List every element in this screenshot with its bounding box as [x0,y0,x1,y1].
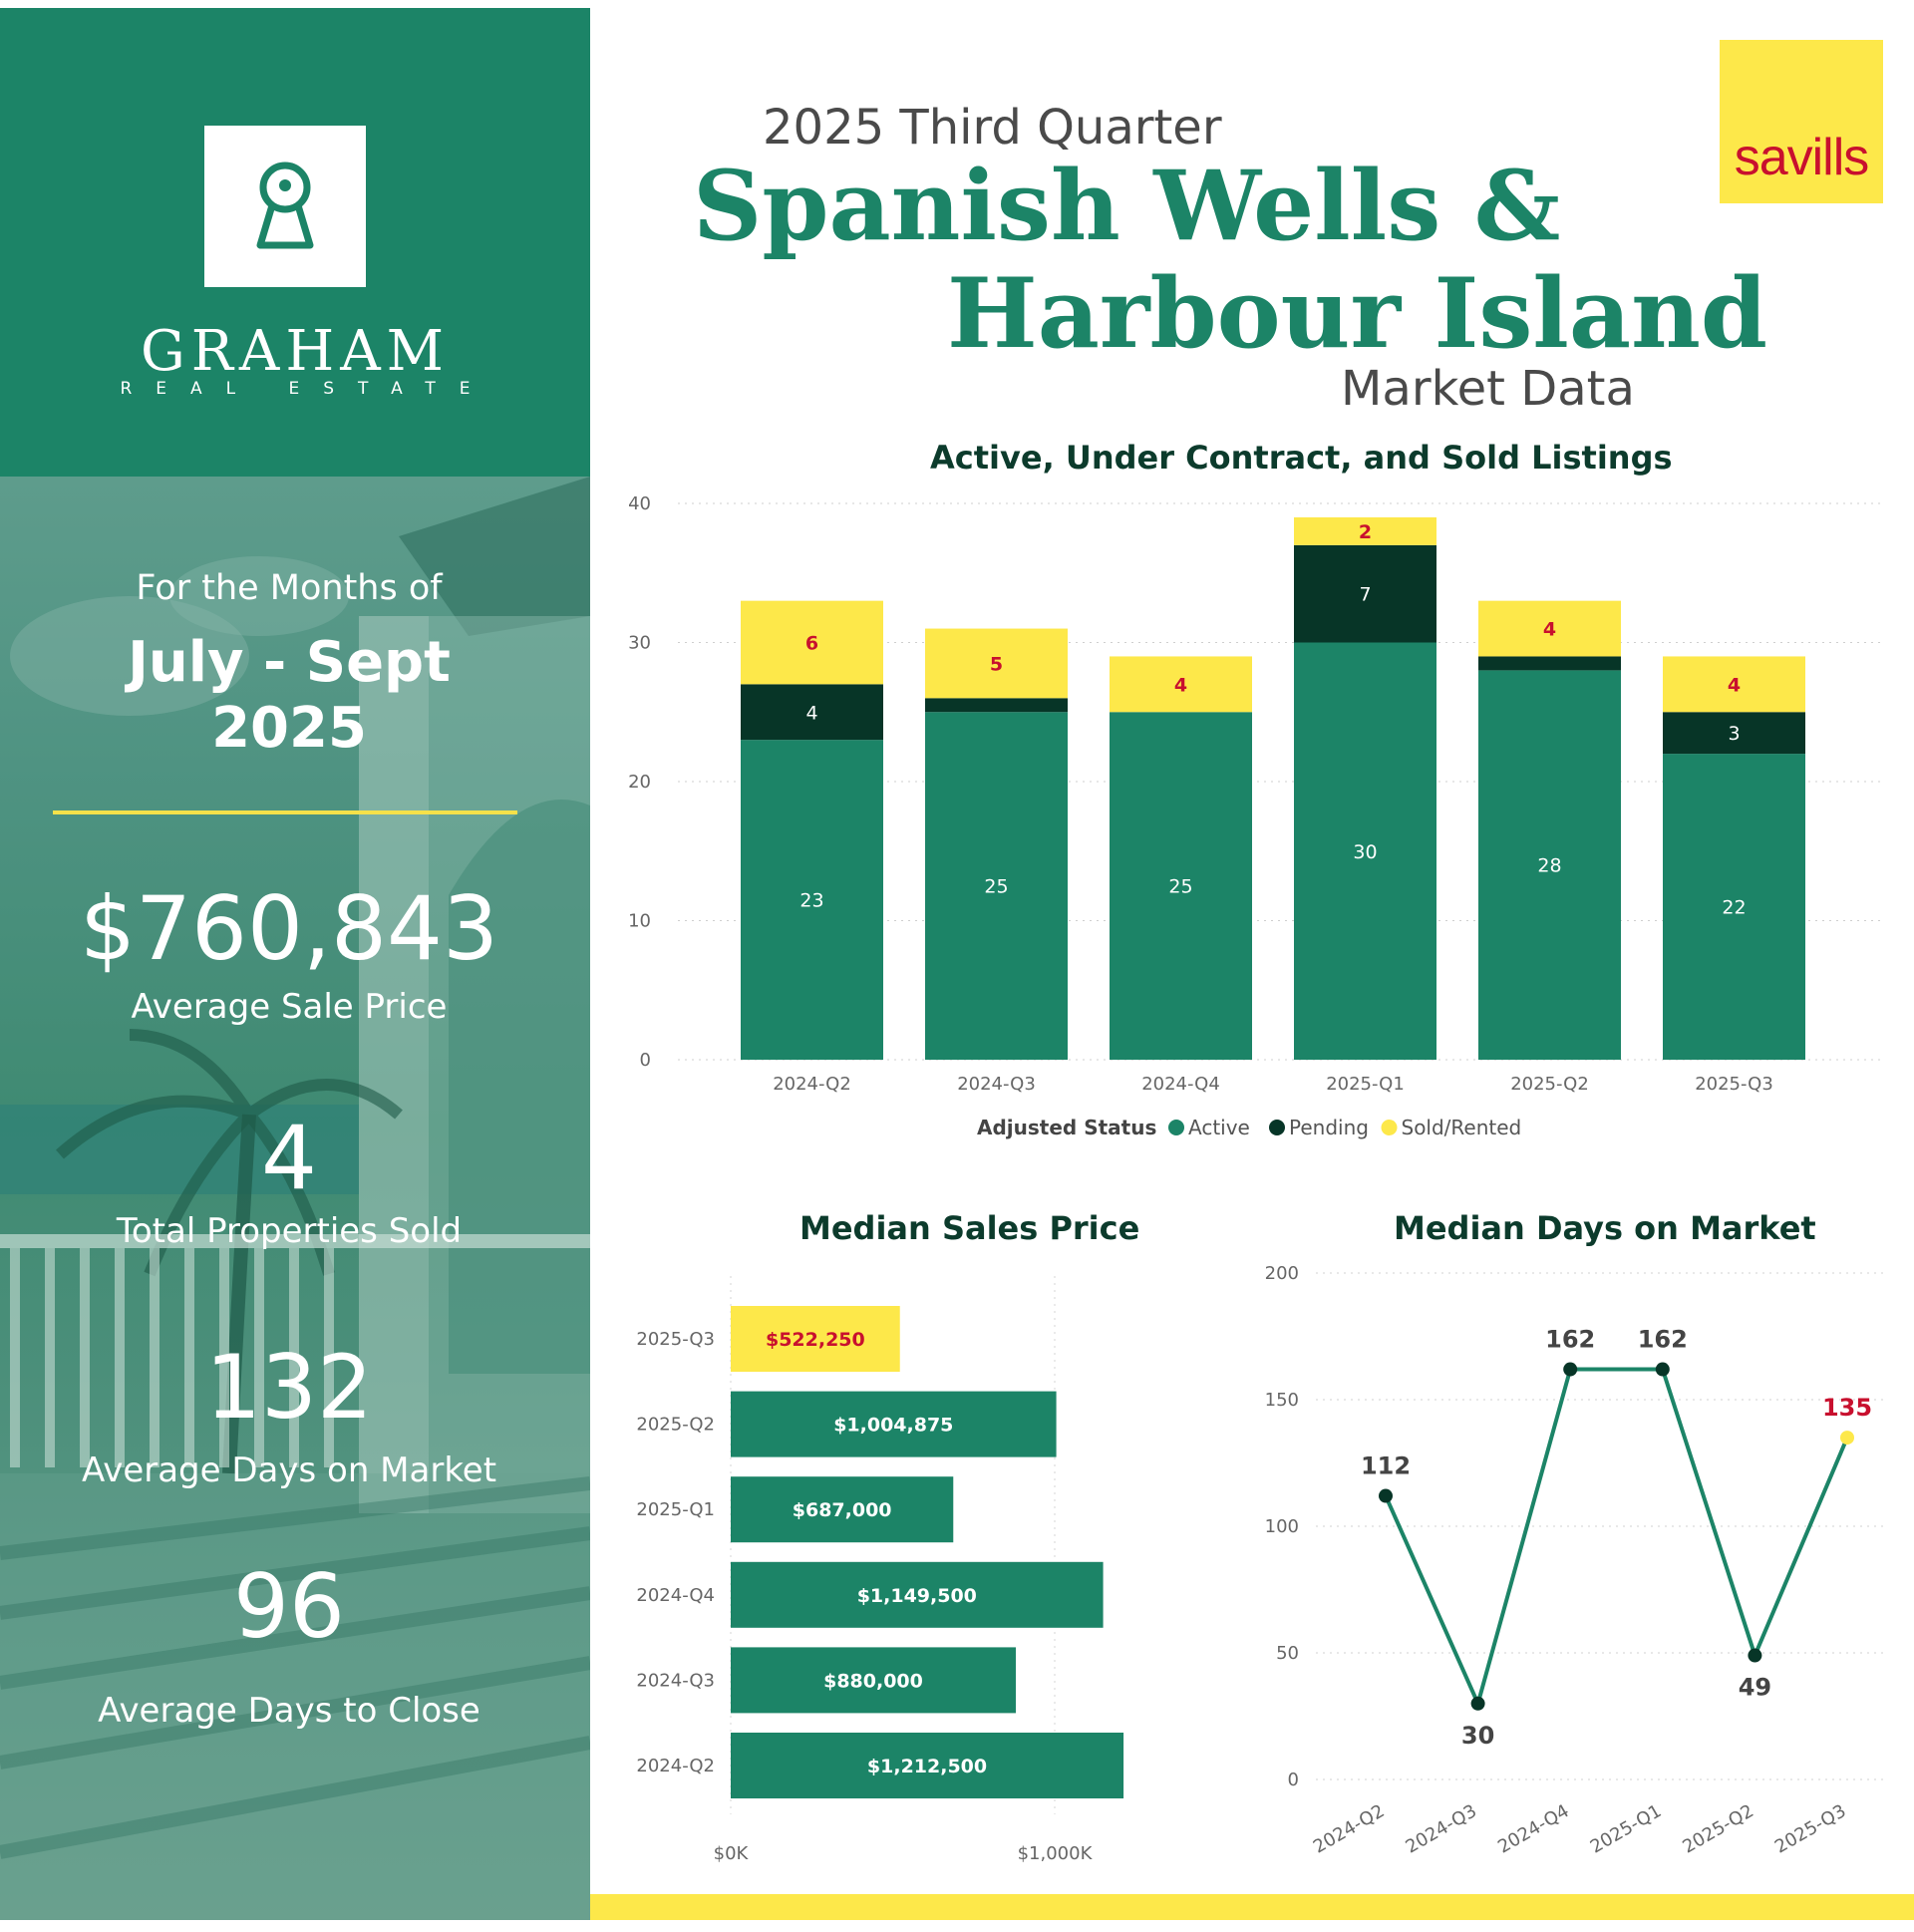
x-tick-label: 2024-Q3 [957,1074,1036,1095]
stat-avg-days-close-value: 96 [233,1555,345,1658]
bottom-accent-band [590,1894,1914,1920]
data-label: 25 [1168,875,1193,898]
stat-avg-days-close-label: Average Days to Close [98,1691,480,1731]
data-label: 4 [1173,674,1188,697]
data-label: 30 [1460,1721,1495,1750]
data-label: $522,250 [765,1329,865,1351]
y-tick-label: 20 [628,772,651,793]
data-label: $880,000 [823,1670,923,1693]
data-label: 22 [1722,896,1747,919]
brand-name: GRAHAM [141,319,450,384]
data-label: 49 [1738,1673,1772,1702]
stat-avg-days-market-value: 132 [205,1336,373,1439]
data-label: 30 [1353,840,1378,863]
legend-marker [1269,1120,1285,1135]
data-label: 162 [1545,1325,1596,1354]
y-tick-label: 30 [628,632,651,654]
data-label: 4 [1727,674,1742,697]
stat-avg-days-market-label: Average Days on Market [81,1450,497,1490]
data-point [1379,1489,1393,1503]
data-label: 7 [1359,583,1372,606]
months-range [0,630,578,762]
x-tick-label: 2025-Q2 [1510,1074,1589,1095]
x-tick-label: 2024-Q3 [1402,1800,1481,1858]
x-tick-label: 2024-Q4 [1494,1800,1573,1858]
y-tick-label: 2025-Q3 [636,1329,715,1350]
listings-chart-title: Active, Under Contract, and Sold Listings [930,439,1673,477]
months-range-line2: 2025 [211,696,367,761]
y-tick-label: 40 [628,493,651,514]
data-label: $687,000 [792,1499,892,1522]
data-label: 23 [799,889,824,912]
y-tick-label: 200 [1264,1263,1299,1284]
graham-logo [204,126,366,287]
data-label: 135 [1821,1394,1873,1423]
data-label: 2 [1358,520,1373,543]
stat-avg-sale-price-label: Average Sale Price [131,987,448,1027]
x-tick-label: $1,000K [1017,1843,1093,1864]
median-price-chart-title: Median Sales Price [799,1209,1140,1247]
data-label: $1,004,875 [833,1414,954,1437]
report-subtitle: Market Data [1341,361,1635,417]
data-label: 162 [1637,1325,1688,1354]
x-tick-label: 2025-Q3 [1695,1074,1773,1095]
data-point [1471,1697,1485,1711]
y-tick-label: 0 [639,1050,651,1071]
x-tick-label: 2025-Q3 [1770,1800,1850,1858]
data-point [1656,1363,1670,1377]
y-tick-label: 100 [1264,1516,1299,1537]
report-quarter: 2025 Third Quarter [763,100,1222,156]
legend-item: Sold/Rented [1401,1116,1522,1139]
data-label: 6 [804,632,819,655]
data-label: 112 [1360,1451,1412,1480]
x-tick-label: $0K [713,1843,749,1864]
legend-marker [1168,1120,1184,1135]
legend-title: Adjusted Status [977,1116,1157,1139]
data-point [1563,1363,1577,1377]
x-tick-label: 2025-Q2 [1679,1800,1757,1858]
report-title-line2: Harbour Island [947,257,1767,370]
months-range-line1: July - Sept [128,630,451,695]
y-tick-label: 2024-Q3 [636,1670,715,1692]
listings-stacked-bar-chart [598,488,1894,1166]
median-days-chart-title: Median Days on Market [1394,1209,1816,1247]
divider-line [53,810,517,814]
data-label: $1,212,500 [866,1756,988,1777]
data-label: 5 [989,653,1004,676]
y-tick-label: 10 [628,910,651,932]
data-label: 28 [1537,854,1562,877]
stat-total-sold-label: Total Properties Sold [116,1211,463,1251]
median-price-bar-chart [598,1256,1156,1874]
y-tick-label: 2024-Q4 [636,1584,715,1606]
data-label: $1,149,500 [856,1584,977,1607]
legend-item: Pending [1289,1116,1369,1139]
y-tick-label: 2025-Q1 [636,1499,715,1521]
x-tick-label: 2025-Q1 [1586,1800,1666,1858]
data-point [1748,1649,1761,1663]
y-tick-label: 0 [1287,1770,1299,1790]
median-days-line-chart [1256,1256,1894,1874]
days-line [1386,1370,1847,1704]
data-label: 4 [1542,618,1557,641]
months-label: For the Months of [136,568,443,608]
x-tick-label: 2024-Q2 [1309,1800,1389,1858]
y-tick-label: 50 [1276,1643,1299,1664]
brand-subtitle: REAL ESTATE [120,379,494,399]
x-tick-label: 2025-Q1 [1326,1074,1405,1095]
stat-total-sold-value: 4 [261,1107,317,1209]
x-tick-label: 2024-Q2 [773,1074,851,1095]
savills-wordmark: savills [1734,129,1869,186]
bar-segment-pending [925,698,1068,712]
data-label: 3 [1728,723,1741,746]
x-tick-label: 2024-Q4 [1141,1074,1220,1095]
stat-avg-sale-price-value: $760,843 [80,877,498,980]
savills-logo [1720,40,1883,203]
y-tick-label: 150 [1264,1390,1299,1411]
report-title-line1: Spanish Wells & [693,150,1561,262]
keyhole-icon [204,126,366,287]
legend-marker [1382,1120,1398,1135]
y-tick-label: 2025-Q2 [636,1414,715,1436]
data-point [1840,1431,1854,1445]
bar-segment-pending [1478,656,1621,670]
data-label: 25 [984,875,1009,898]
data-label: 4 [805,702,818,725]
legend-item: Active [1188,1116,1250,1139]
y-tick-label: 2024-Q2 [636,1756,715,1776]
